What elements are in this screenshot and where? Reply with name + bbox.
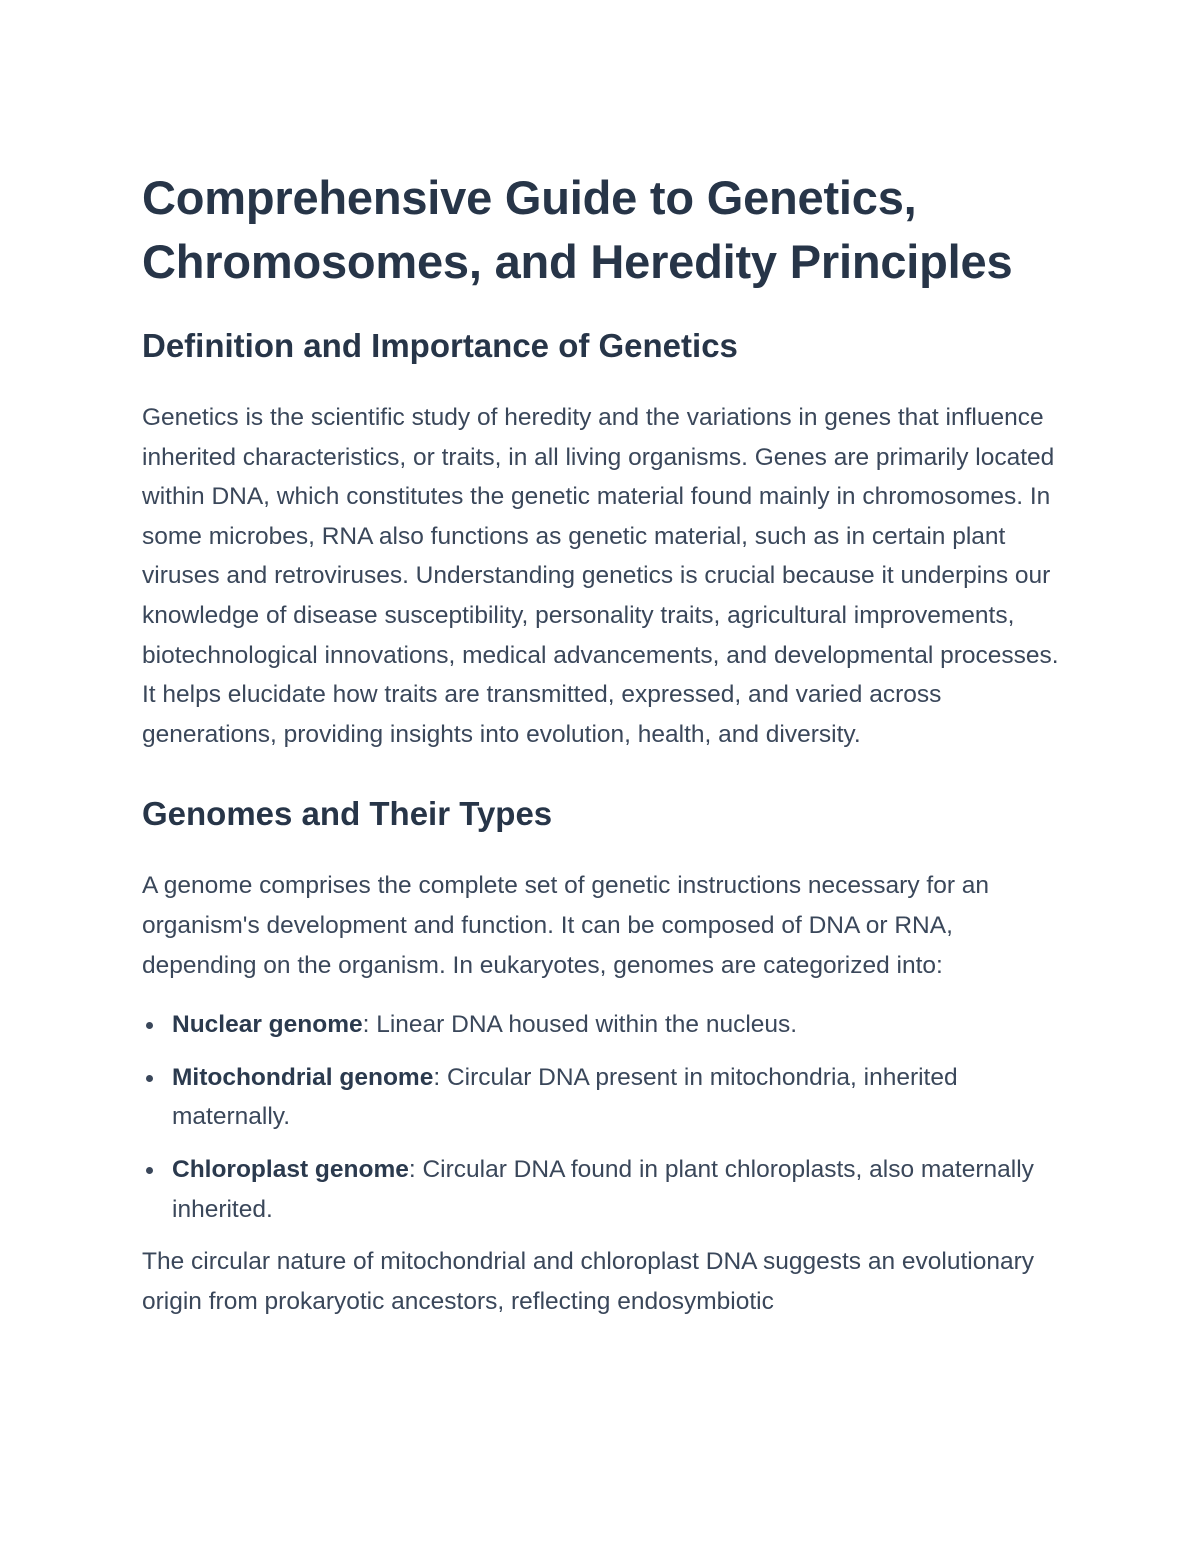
bullet-icon bbox=[146, 1075, 153, 1082]
genome-types-list bbox=[142, 1005, 1062, 1229]
list-item bbox=[142, 1150, 1062, 1229]
document-page bbox=[142, 166, 1062, 1321]
bullet-icon bbox=[146, 1167, 153, 1174]
section-closing-genomes: The circular nature of mitochondrial and chloroplast DNA suggests an evolutionary origin from prokaryotic ancestors, reflecting endosymbiotic bbox=[142, 1248, 1035, 1315]
list-item-term: Chloroplast genome bbox=[172, 1155, 409, 1183]
bullet-icon bbox=[146, 1022, 153, 1029]
list-item bbox=[142, 1005, 1062, 1045]
section-heading-genetics: Definition and Importance of Genetics bbox=[142, 327, 738, 364]
list-item-text: : Circular DNA found in plant chloroplasts, also maternally inherited. bbox=[172, 1155, 1034, 1223]
section-heading-genomes: Genomes and Their Types bbox=[142, 795, 553, 833]
list-item-term: Mitochondrial genome bbox=[172, 1063, 434, 1091]
document-title: Comprehensive Guide to Genetics, Chromosomes, and Heredity Principles bbox=[142, 171, 1013, 288]
section-paragraph-genetics: Genetics is the scientific study of heredity and the variations in genes that influence inherited characteristics, or traits, in all living organisms. Genes are primarily located within DNA, which constitutes the genetic material found mainly in chromosomes. In some microbes, RNA also functions as genetic material, such as in certain plant viruses and retroviruses. Understanding genetics is crucial because it underpins our knowledge of disease susceptibility, personality traits, agricultural improvements, biotechnological innovations, medical advancements, and developmental processes. It helps elucidate how traits are transmitted, expressed, and varied across generations, providing insights into evolution, health, and diversity. bbox=[142, 404, 1059, 748]
list-item-term: Nuclear genome bbox=[172, 1011, 363, 1039]
list-item-text: : Circular DNA present in mitochondria, inherited maternally. bbox=[172, 1063, 958, 1131]
section-intro-genomes: A genome comprises the complete set of genetic instructions necessary for an organism's development and function. It can be composed of DNA or RNA, depending on the organism. In eukaryotes, genomes are categorized into: bbox=[142, 872, 990, 979]
list-item-text: : Linear DNA housed within the nucleus. bbox=[362, 1011, 798, 1039]
list-item bbox=[142, 1058, 1062, 1137]
